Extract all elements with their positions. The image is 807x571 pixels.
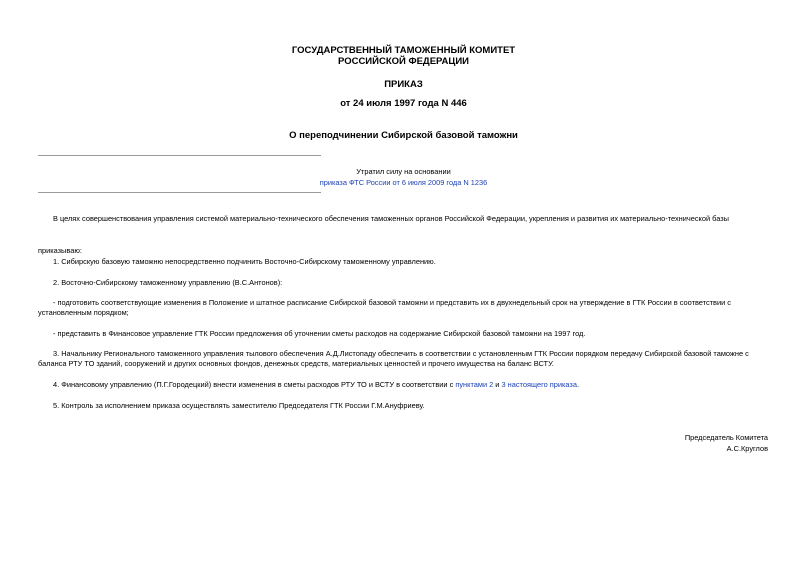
doc-subject: О переподчинении Сибирской базовой таможни — [289, 130, 518, 141]
item-5: 5. Контроль за исполнением приказа осуществлять заместителю Председателя ГТК России Г.М.Ануфриеву. — [53, 401, 425, 410]
item-1: 1. Сибирскую базовую таможню непосредственно подчинить Восточно-Сибирскому таможенному управлению. — [53, 257, 436, 266]
item-4-text-post: . — [576, 380, 579, 389]
preamble-paragraph: В целях совершенствования управления системой материально-технического обеспечения таможенных органов Российской Федерации, укрепления и развития их материально-технической базы — [53, 214, 729, 223]
doc-type: ПРИКАЗ — [384, 79, 423, 90]
signature-name: А.С.Круглов — [726, 444, 768, 453]
item-2: 2. Восточно-Сибирскому таможенному управлению (В.С.Антонов): — [53, 278, 283, 287]
item-4-link-order[interactable]: 3 настоящего приказа — [501, 380, 577, 389]
item-4 — [38, 380, 773, 390]
item-3: 3. Начальнику Регионального таможенного управления тылового обеспечения А.Д.Листопаду обеспечить в соответствии с установленным ГТК России порядком передачу Сибирской базовой таможне с баланса РТУ ТО зданий, сооружений и других основных фондов, денежных средств, материальных ценностей и прочего имущества на баланс ВСТУ. — [38, 349, 749, 369]
item-2-sub-a: - подготовить соответствующие изменения в Положение и штатное расписание Сибирской базовой таможни и представить их в двухнедельный срок на утверждение в ГТК России в соответствии с установленным порядком; — [38, 298, 731, 318]
status-note-text: Утратил силу на основании — [356, 167, 451, 176]
divider-top — [38, 155, 321, 156]
item-4-text-pre: 4. Финансовому управлению (П.Г.Городецкий) внести изменения в сметы расходов РТУ ТО и ВСТУ в соответствии с — [53, 380, 456, 389]
org-name-line2: РОССИЙСКОЙ ФЕДЕРАЦИИ — [337, 56, 469, 67]
order-word: приказываю: — [38, 246, 82, 255]
item-4-text-mid: и — [493, 380, 502, 389]
item-2-sub-b: - представить в Финансовое управление ГТК России предложения об уточнении сметы расходов на содержание Сибирской базовой таможни на 1997 год. — [53, 329, 586, 338]
status-note-link[interactable]: приказа ФТС России от 6 июля 2009 года N 1236 — [319, 178, 488, 187]
signature-title: Председатель Комитета — [684, 433, 768, 442]
divider-bottom — [38, 192, 321, 193]
item-4-link-points[interactable]: пунктами 2 — [455, 380, 494, 389]
doc-date-number: от 24 июля 1997 года N 446 — [340, 98, 467, 109]
org-name-line1: ГОСУДАРСТВЕННЫЙ ТАМОЖЕННЫЙ КОМИТЕТ — [291, 45, 516, 56]
